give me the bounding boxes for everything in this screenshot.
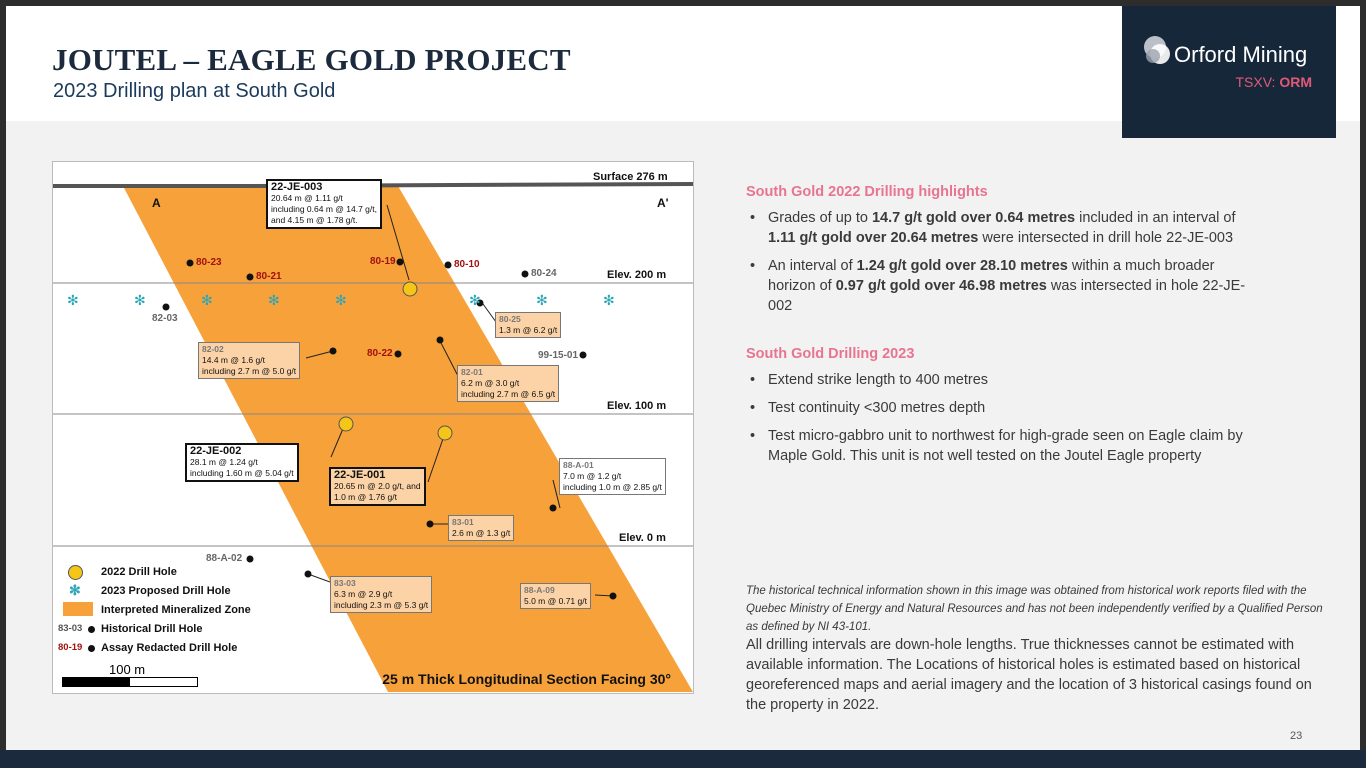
- callout-22-JE-003: 22-JE-003 20.64 m @ 1.11 g/t including 0.64 m @ 14.7 g/t, and 4.15 m @ 1.78 g/t.: [266, 179, 382, 229]
- hole-dot: [395, 351, 402, 358]
- callout-22-JE-001: 22-JE-001 20.65 m @ 2.0 g/t, and 1.0 m @ 1.76 g/t: [329, 467, 426, 506]
- elevation-label: Elev. 100 m: [607, 400, 667, 412]
- highlight-bullet: • An interval of 1.24 g/t gold over 28.10 metres within a much broader horizon of 0.97 g/t gold over 46.98 metres was intersected in hole 22-JE-002: [746, 256, 1258, 316]
- proposed-drill-hole-legend-icon: ✻: [69, 582, 81, 598]
- proposed-drill-hole-icon: ✻: [469, 292, 481, 308]
- callout-82-01: 82-01 6.2 m @ 3.0 g/t including 2.7 m @ 6.5 g/t: [457, 365, 559, 402]
- historical-hole-legend-icon: [88, 626, 95, 633]
- slide: [6, 6, 1360, 750]
- section-caption: 25 m Thick Longitudinal Section Facing 30°: [382, 671, 671, 687]
- callout-80-25: 80-25 1.3 m @ 6.2 g/t: [495, 312, 561, 338]
- historical-info-note: The historical technical information shown in this image was obtained from historical work reports filed with the Quebec Ministry of Energy and Natural Resources and has not been independently verified by a Qualified Person as defined by NI 43-101.: [746, 585, 1323, 633]
- hole-dot: [397, 259, 404, 266]
- drill-2022-legend-icon: [68, 565, 83, 580]
- hole-dot: [247, 556, 254, 563]
- callout-88-A-01: 88-A-01 7.0 m @ 1.2 g/t including 1.0 m @ 2.85 g/t: [559, 458, 666, 495]
- highlights-panel: [746, 184, 1326, 474]
- elevation-label: Elev. 0 m: [619, 532, 666, 544]
- proposed-drill-hole-icon: ✻: [268, 292, 280, 308]
- section-start-label: A: [152, 196, 161, 210]
- plan-bullet: • Extend strike length to 400 metres: [746, 370, 1258, 390]
- redacted-hole-label: 80-10: [454, 259, 480, 270]
- elevation-label: Elev. 200 m: [607, 269, 667, 281]
- drill-2022-marker: [438, 426, 452, 440]
- hole-dot: [610, 593, 617, 600]
- plan-bullet: • Test continuity <300 metres depth: [746, 398, 1258, 418]
- redacted-hole-legend-icon: [88, 645, 95, 652]
- ticker-symbol: ORM: [1279, 74, 1312, 90]
- mineralized-zone-swatch: [63, 602, 93, 616]
- page-subtitle: 2023 Drilling plan at South Gold: [53, 80, 336, 102]
- drill-2022-marker: [339, 417, 353, 431]
- hole-dot: [247, 274, 254, 281]
- page-title: JOUTEL – EAGLE GOLD PROJECT: [52, 42, 571, 77]
- company-logo: [1122, 6, 1336, 138]
- proposed-drill-hole-icon: ✻: [134, 292, 146, 308]
- hole-dot: [522, 271, 529, 278]
- callout-88-A-09: 88-A-09 5.0 m @ 0.71 g/t: [520, 583, 591, 609]
- plan-2023-heading: South Gold Drilling 2023: [746, 346, 915, 362]
- proposed-drill-hole-icon: ✻: [335, 292, 347, 308]
- scale-bar-label: 100 m: [109, 662, 146, 677]
- highlight-bullet: • Grades of up to 14.7 g/t gold over 0.64 metres included in an interval of 1.11 g/t gold over 20.64 metres were intersected in drill hole 22-JE-003: [746, 208, 1258, 248]
- hole-dot: [163, 304, 170, 311]
- hole-dot: [187, 260, 194, 267]
- historical-hole-label: 80-24: [531, 268, 557, 279]
- orford-logo-icon: [1142, 34, 1174, 68]
- proposed-drill-hole-icon: ✻: [201, 292, 213, 308]
- callout-83-03: 83-03 6.3 m @ 2.9 g/t including 2.3 m @ 5.3 g/t: [330, 576, 432, 613]
- longitudinal-section-diagram: [52, 161, 694, 694]
- proposed-drill-hole-icon: ✻: [536, 292, 548, 308]
- historical-hole-label: 82-03: [152, 313, 178, 324]
- page-number: 23: [1290, 730, 1303, 742]
- exchange-label: TSXV:: [1235, 74, 1280, 90]
- historical-hole-label: 88-A-02: [206, 553, 243, 564]
- proposed-drill-hole-icon: ✻: [67, 292, 79, 308]
- highlights-heading: South Gold 2022 Drilling highlights: [746, 184, 988, 200]
- redacted-hole-label: 80-22: [367, 348, 393, 359]
- hole-dot: [305, 571, 312, 578]
- redacted-hole-label: 80-23: [196, 257, 222, 268]
- proposed-drill-hole-icon: ✻: [603, 292, 615, 308]
- logo-name: Orford Mining: [1174, 42, 1308, 67]
- hole-dot: [445, 262, 452, 269]
- plan-bullet: • Test micro-gabbro unit to northwest for high-grade seen on Eagle claim by Maple Gold. This unit is not well tested on the Joutel Eagle property: [746, 426, 1258, 466]
- hole-dot: [330, 348, 337, 355]
- callout-83-01: 83-01 2.6 m @ 1.3 g/t: [448, 515, 514, 541]
- section-end-label: A': [657, 196, 669, 210]
- historical-hole-label: 99-15-01: [538, 350, 579, 361]
- redacted-hole-label: 80-21: [256, 271, 282, 282]
- scale-bar: [62, 677, 198, 687]
- surface-label: Surface 276 m: [593, 171, 668, 183]
- hole-dot: [550, 505, 557, 512]
- callout-82-02: 82-02 14.4 m @ 1.6 g/t including 2.7 m @ 5.0 g/t: [198, 342, 300, 379]
- drilling-disclaimer: All drilling intervals are down-hole lengths. True thicknesses cannot be estimated with available information. The Locations of historical holes is estimated based on historical georeferenced maps and aerial imagery and the location of 3 historical casings found on the property in 2022.: [746, 637, 1312, 713]
- callout-22-JE-002: 22-JE-002 28.1 m @ 1.24 g/t including 1.60 m @ 5.04 g/t: [185, 443, 299, 482]
- legend: 2022 Drill Hole ✻ 2023 Proposed Drill Hole Interpreted Mineralized Zone 83-03 Historical Drill Hole 80-19 Assay Redacted Drill Hole: [58, 566, 251, 654]
- footer-bar: [0, 750, 1366, 768]
- redacted-hole-label: 80-19: [370, 256, 396, 267]
- ticker-label: [1236, 74, 1313, 90]
- hole-dot: [427, 521, 434, 528]
- drill-2022-marker: [403, 282, 417, 296]
- hole-dot: [437, 337, 444, 344]
- hole-dot: [580, 352, 587, 359]
